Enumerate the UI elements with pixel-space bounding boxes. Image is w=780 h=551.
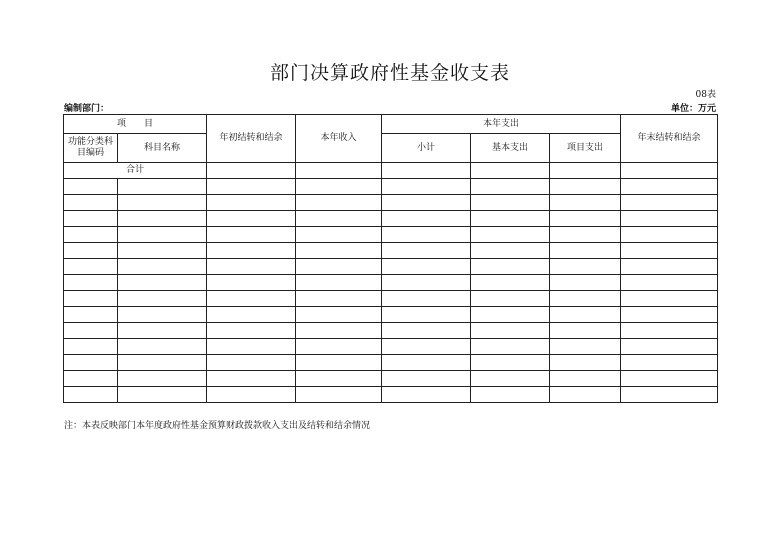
table-cell [207, 307, 296, 323]
table-row [64, 387, 718, 403]
page-title: 部门决算政府性基金收支表 [269, 62, 510, 84]
table-cell [118, 323, 207, 339]
table-cell [118, 307, 207, 323]
table-cell [207, 227, 296, 243]
table-cell [296, 275, 382, 291]
table-cell [382, 163, 471, 179]
table-cell [382, 195, 471, 211]
table-cell [118, 387, 207, 403]
table-cell [296, 291, 382, 307]
table-cell [471, 339, 550, 355]
table-cell [64, 307, 118, 323]
table-cell [382, 339, 471, 355]
table-cell [621, 211, 718, 227]
table-cell [296, 323, 382, 339]
table-cell [550, 243, 621, 259]
table-cell [550, 307, 621, 323]
table-cell [296, 371, 382, 387]
table-cell [64, 259, 118, 275]
table-cell [207, 243, 296, 259]
table-row [64, 243, 718, 259]
col-subtotal-header: 小计 [382, 134, 471, 163]
col-end-header: 年末结转和结余 [621, 115, 718, 163]
table-cell [550, 211, 621, 227]
table-row [64, 275, 718, 291]
table-cell [550, 355, 621, 371]
table-cell [118, 291, 207, 307]
table-cell [550, 291, 621, 307]
table-cell [550, 387, 621, 403]
header-row-1 [64, 115, 718, 134]
table-cell [118, 355, 207, 371]
table-cell [621, 307, 718, 323]
table-cell [207, 275, 296, 291]
table-cell [118, 339, 207, 355]
table-row [64, 179, 718, 195]
table-cell [382, 371, 471, 387]
table-cell [207, 371, 296, 387]
table-cell [296, 387, 382, 403]
table-cell [118, 227, 207, 243]
table-row [64, 211, 718, 227]
table-cell [207, 211, 296, 227]
table-cell [207, 163, 296, 179]
table-row [64, 307, 718, 323]
table-cell [621, 259, 718, 275]
table-cell [550, 179, 621, 195]
table-cell [207, 355, 296, 371]
table-cell [64, 355, 118, 371]
table-row [64, 227, 718, 243]
table-cell [471, 227, 550, 243]
col-basic-header: 基本支出 [471, 134, 550, 163]
table-cell [296, 339, 382, 355]
col-name-header: 科目名称 [118, 134, 207, 163]
table-cell [296, 243, 382, 259]
table-cell [471, 355, 550, 371]
table-cell [207, 195, 296, 211]
table-cell [471, 371, 550, 387]
table-cell [64, 323, 118, 339]
col-project-header: 项目支出 [550, 134, 621, 163]
table-row [64, 259, 718, 275]
table-cell [382, 291, 471, 307]
table-cell [64, 211, 118, 227]
table-cell [471, 163, 550, 179]
table-cell [296, 355, 382, 371]
table-cell [621, 275, 718, 291]
table-cell [621, 339, 718, 355]
table-cell [64, 195, 118, 211]
table-cell [382, 355, 471, 371]
table-cell [550, 275, 621, 291]
table-cell [118, 179, 207, 195]
table-cell [621, 387, 718, 403]
table-cell [64, 291, 118, 307]
table-cell [471, 275, 550, 291]
table-cell [118, 243, 207, 259]
table-cell [382, 179, 471, 195]
table-cell [64, 275, 118, 291]
fund-table [63, 114, 718, 403]
table-cell [550, 195, 621, 211]
table-cell [382, 259, 471, 275]
table-cell [64, 371, 118, 387]
table-cell [550, 371, 621, 387]
table-cell [471, 243, 550, 259]
table-cell [382, 307, 471, 323]
table-row [64, 371, 718, 387]
table-cell [118, 275, 207, 291]
table-cell [621, 371, 718, 387]
table-cell [207, 323, 296, 339]
table-cell [296, 259, 382, 275]
header-row-2 [64, 134, 718, 163]
table-cell [296, 211, 382, 227]
col-code-header: 功能分类科目编码 [64, 134, 118, 163]
table-cell [550, 323, 621, 339]
footnote: 注：本表反映部门本年度政府性基金预算财政拨款收入支出及结转和结余情况 [64, 421, 371, 431]
table-cell [621, 179, 718, 195]
table-row [64, 323, 718, 339]
table-cell [471, 259, 550, 275]
table-row [64, 339, 718, 355]
table-row [64, 355, 718, 371]
table-cell [471, 179, 550, 195]
table-cell [471, 323, 550, 339]
table-cell [471, 195, 550, 211]
table-cell [382, 243, 471, 259]
table-cell [296, 227, 382, 243]
table-row [64, 195, 718, 211]
table-cell [118, 371, 207, 387]
unit-label: 单位：万元 [670, 104, 716, 114]
table-cell [550, 163, 621, 179]
table-cell [621, 355, 718, 371]
col-expense-group-header: 本年支出 [382, 115, 621, 134]
table-cell [64, 243, 118, 259]
table-cell [64, 179, 118, 195]
table-cell [296, 307, 382, 323]
table-cell [118, 259, 207, 275]
table-cell [118, 211, 207, 227]
table-cell [207, 339, 296, 355]
table-cell [207, 179, 296, 195]
table-cell [550, 227, 621, 243]
table-cell [296, 179, 382, 195]
table-cell [207, 259, 296, 275]
department-label: 编制部门： [64, 104, 110, 114]
table-cell [64, 227, 118, 243]
table-row [64, 291, 718, 307]
total-row [64, 163, 718, 179]
table-cell [471, 211, 550, 227]
total-label: 合计 [64, 163, 207, 179]
col-income-header: 本年收入 [296, 115, 382, 163]
table-cell [471, 307, 550, 323]
table-cell [296, 195, 382, 211]
table-cell [621, 323, 718, 339]
table-cell [382, 387, 471, 403]
table-cell [382, 227, 471, 243]
table-cell [382, 323, 471, 339]
table-cell [550, 259, 621, 275]
table-cell [621, 195, 718, 211]
table-cell [471, 291, 550, 307]
table-cell [621, 227, 718, 243]
form-number: 08表 [695, 90, 716, 100]
table-cell [621, 291, 718, 307]
table-cell [471, 387, 550, 403]
table-cell [382, 211, 471, 227]
table-cell [207, 291, 296, 307]
table-cell [621, 163, 718, 179]
col-begin-header: 年初结转和结余 [207, 115, 296, 163]
table-cell [118, 195, 207, 211]
table-cell [550, 339, 621, 355]
item-header: 项 目 [64, 115, 207, 134]
table-cell [621, 243, 718, 259]
table-cell [64, 339, 118, 355]
table-cell [382, 275, 471, 291]
table-cell [296, 163, 382, 179]
table-cell [64, 387, 118, 403]
table-cell [207, 387, 296, 403]
